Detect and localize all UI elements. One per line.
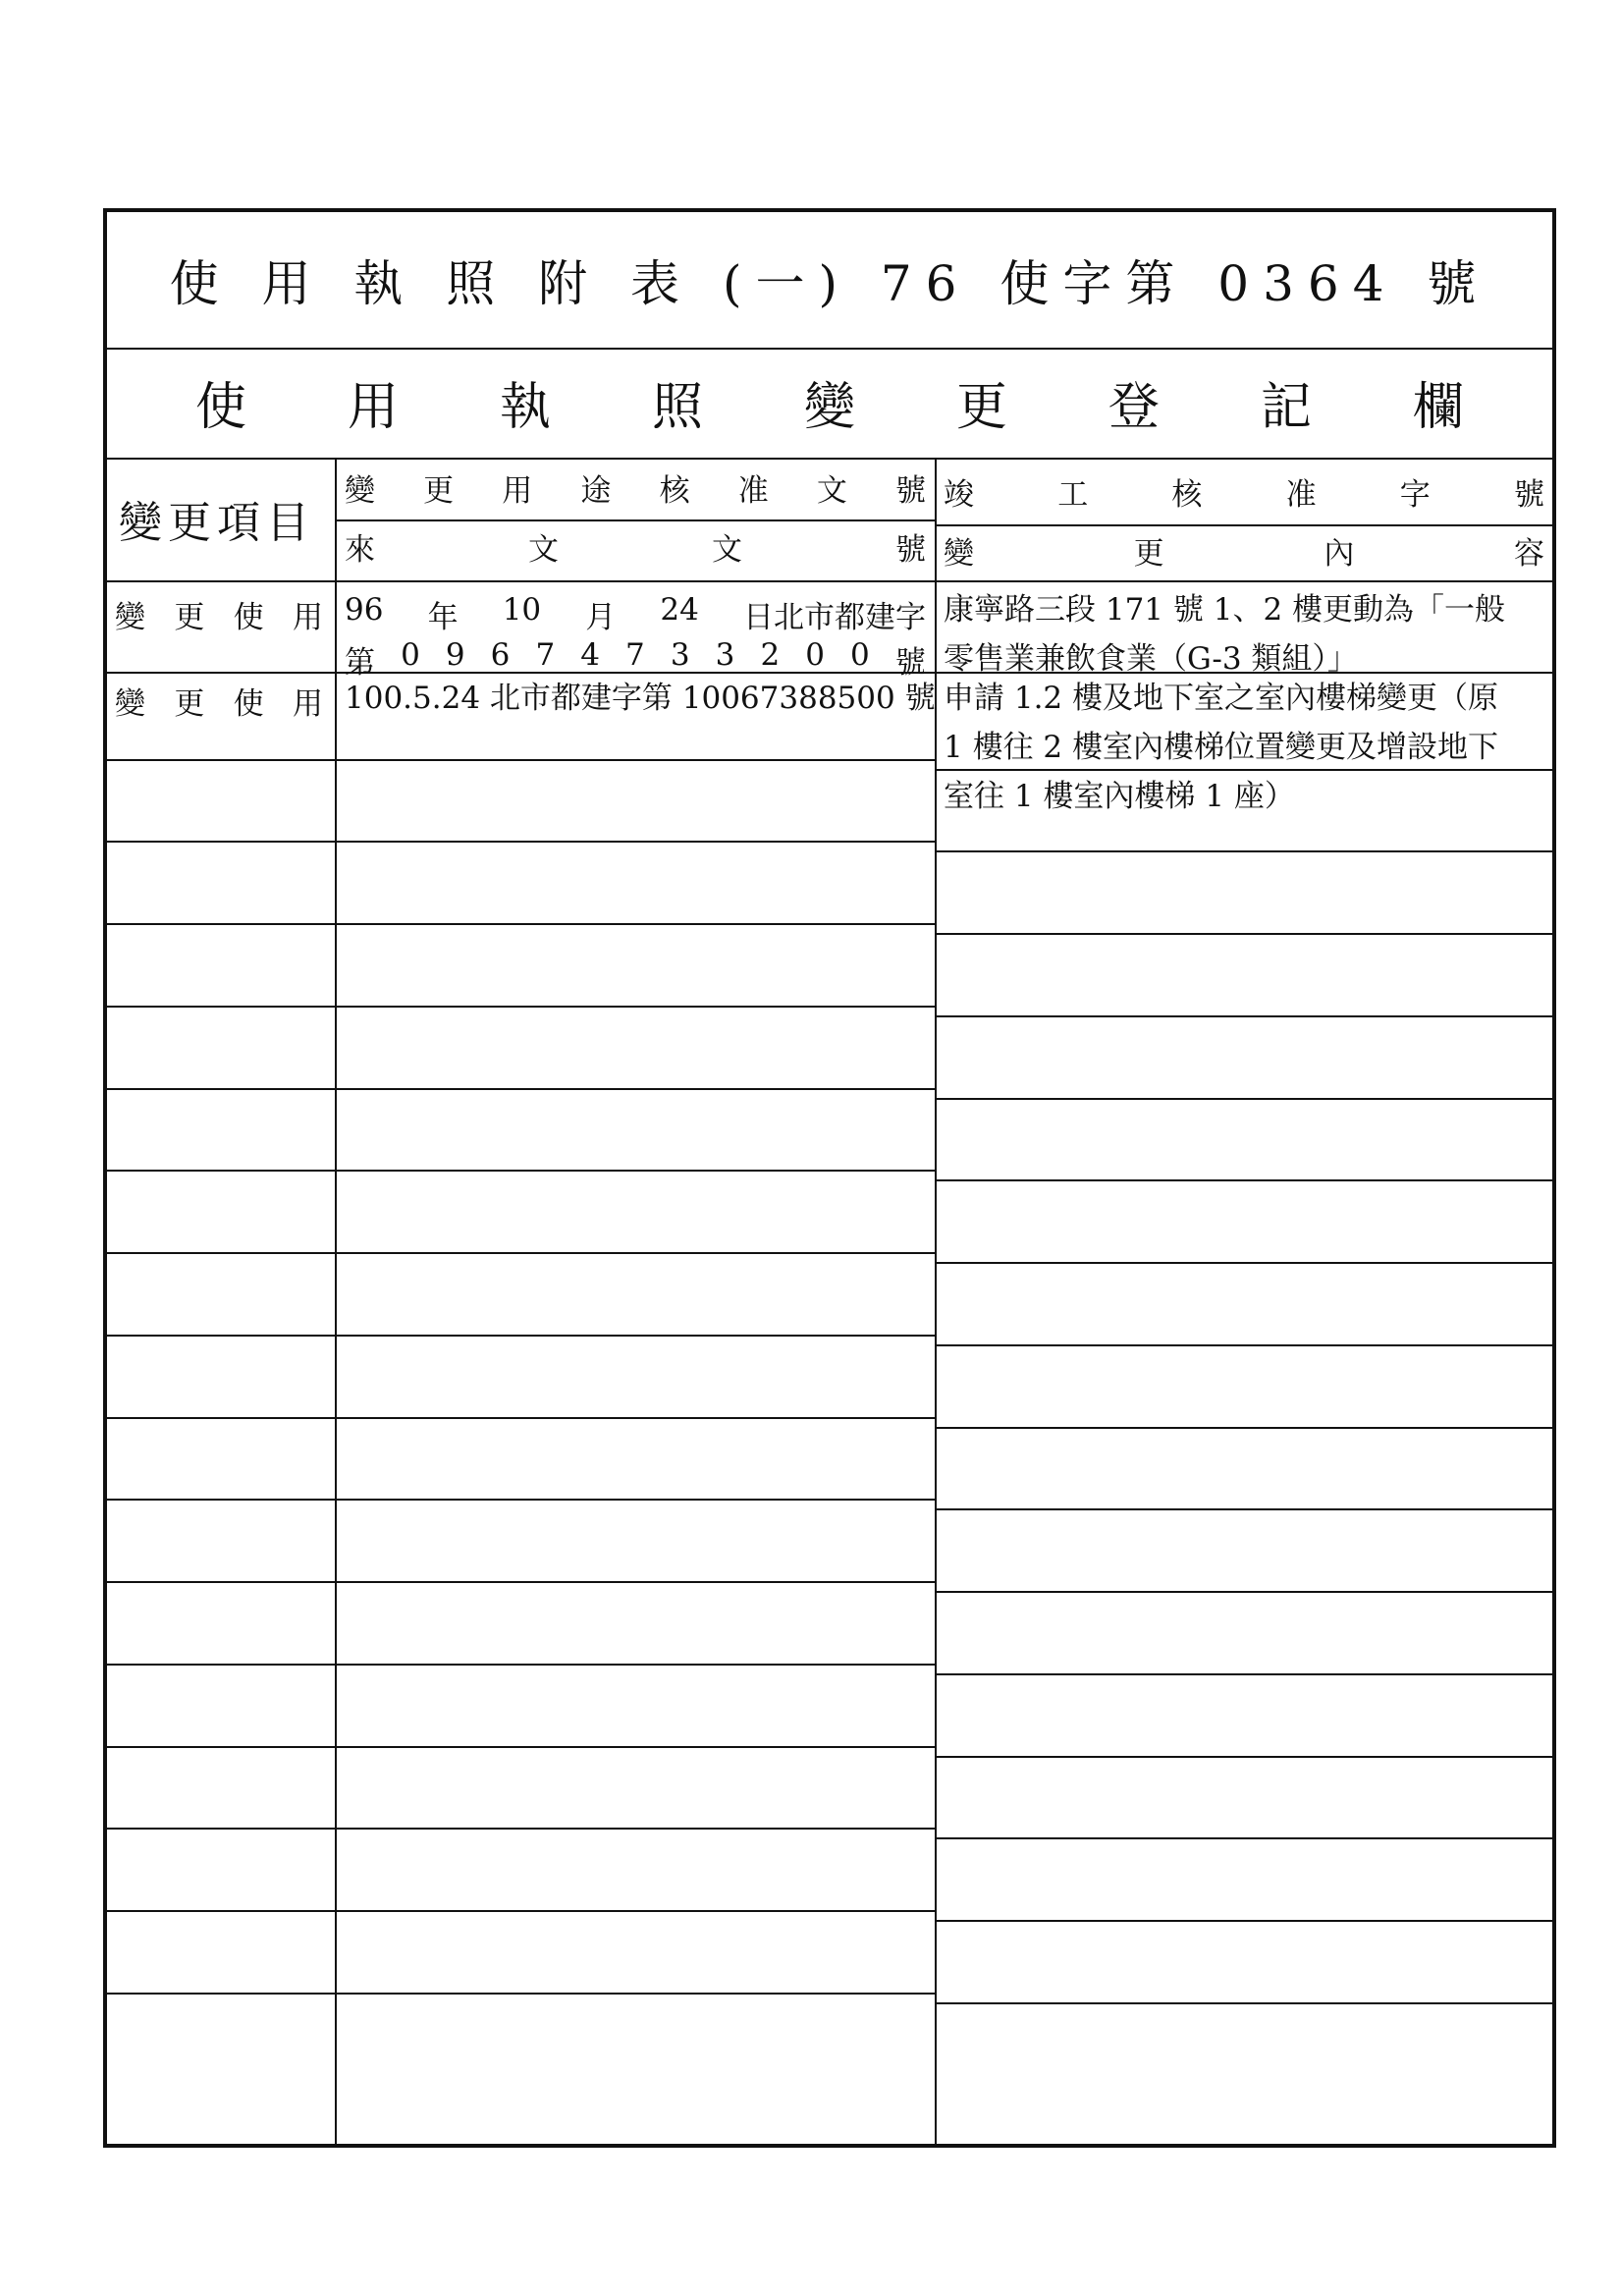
row-2-doc xyxy=(345,674,934,723)
row-2-content-line-3: 室往 1 樓室內樓梯 1 座） xyxy=(944,779,1295,814)
empty-row-line-right xyxy=(935,1508,1556,1510)
row-2-doc-line-1: 100.5.24 北市都建字第 10067388500 號 xyxy=(345,681,936,716)
item-col-label: 變更項目 xyxy=(119,498,315,548)
completion-header-char: 竣 xyxy=(944,477,974,513)
empty-row-line-left xyxy=(107,1499,935,1501)
row-1-item-char: 變 xyxy=(115,600,145,635)
completion-header-char: 准 xyxy=(1285,477,1317,513)
row-2-item-char: 變 xyxy=(115,686,145,722)
header-incoming-doc xyxy=(345,524,926,574)
empty-row-line-left xyxy=(107,1664,935,1666)
row-1-item xyxy=(115,592,323,637)
empty-row-line-left xyxy=(107,923,935,925)
header-bottom-line xyxy=(107,580,1552,582)
header-mid-line-right xyxy=(935,524,1556,526)
row-2-content-line-2: 1 樓往 2 樓室內樓梯位置變更及增設地下 xyxy=(944,730,1499,765)
empty-row-line-left xyxy=(107,1746,935,1748)
row-1-doc-line-2-char: 0 xyxy=(401,637,420,673)
empty-row-line-left xyxy=(107,759,935,761)
row-1-item-char: 使 xyxy=(233,600,264,635)
change-content-header-char: 更 xyxy=(1133,536,1164,572)
section-title-char: 用 xyxy=(347,378,399,437)
empty-row-line-right xyxy=(935,1837,1556,1839)
header-change-content xyxy=(944,528,1544,577)
row-2-item-char: 用 xyxy=(292,686,323,722)
section-title-char: 更 xyxy=(955,378,1007,437)
row-1-doc-line-2-char: 7 xyxy=(535,637,556,673)
section-title-char: 執 xyxy=(499,378,551,437)
incoming-doc-header-char: 文 xyxy=(712,532,742,568)
incoming-doc-header-char: 來 xyxy=(345,532,375,568)
row-1-doc-line-2-char: 6 xyxy=(490,637,511,673)
row-1-content-line-2: 零售業兼飲食業（G-3 類組）」 xyxy=(944,641,1358,677)
row-1-doc-line-2-char: 0 xyxy=(850,637,870,673)
empty-row-line-left xyxy=(107,1828,935,1830)
empty-row-line-right xyxy=(935,1427,1556,1429)
row-1-doc-line-2-char: 4 xyxy=(580,637,600,673)
section-title-char: 變 xyxy=(803,378,855,437)
row-1-content-line-1: 康寧路三段 171 號 1、2 樓更動為「一般 xyxy=(944,592,1506,628)
empty-row-line-left xyxy=(107,1993,935,1995)
approval-doc-header-char: 准 xyxy=(737,473,769,509)
empty-row-line-right xyxy=(935,1015,1556,1017)
empty-row-line-left xyxy=(107,1581,935,1583)
empty-row-line-right xyxy=(935,1673,1556,1675)
section-title-char: 記 xyxy=(1260,378,1312,437)
row-1-doc-line-2-char: 7 xyxy=(625,637,645,673)
empty-row-line-right xyxy=(935,1179,1556,1181)
empty-row-line-left xyxy=(107,1252,935,1254)
section-title-char: 欄 xyxy=(1412,378,1464,437)
empty-row-line-right xyxy=(935,769,1556,771)
empty-row-line-right xyxy=(935,1098,1556,1100)
row-1-doc-line-2-char: 3 xyxy=(715,637,735,673)
empty-row-line-right xyxy=(935,933,1556,935)
change-content-header-char: 容 xyxy=(1513,536,1544,572)
row-1-doc-line-1-char: 10 xyxy=(502,592,542,628)
empty-row-line-right xyxy=(935,1591,1556,1593)
approval-doc-header-char: 用 xyxy=(502,473,533,509)
completion-header-char: 工 xyxy=(1057,477,1089,513)
document-title-row xyxy=(107,212,1552,350)
empty-row-line-right xyxy=(935,1344,1556,1346)
completion-header-char: 字 xyxy=(1399,477,1431,513)
empty-row-line-left xyxy=(107,1910,935,1912)
row-1-item-char: 用 xyxy=(292,600,323,635)
section-title-char: 照 xyxy=(651,378,703,437)
empty-row-line-left xyxy=(107,841,935,843)
row-2-item-char: 更 xyxy=(174,686,205,722)
header-mid-line-left xyxy=(335,519,935,521)
row-2-item-char: 使 xyxy=(233,686,264,722)
row-1-doc-line-2-char: 9 xyxy=(445,637,465,673)
approval-doc-header-char: 核 xyxy=(659,473,690,509)
approval-doc-header-char: 文 xyxy=(816,473,847,509)
row-1-doc-line-2-char: 第 xyxy=(345,645,375,681)
empty-row-line-left xyxy=(107,1006,935,1008)
row-1-bottom-line xyxy=(107,672,1552,674)
row-2-item xyxy=(115,679,323,724)
approval-doc-header-char: 號 xyxy=(894,473,926,509)
section-title xyxy=(195,365,1464,439)
section-title-char: 使 xyxy=(195,378,247,437)
col-divider-1 xyxy=(335,460,337,2144)
row-1-content xyxy=(944,585,1544,683)
row-1-doc-line-2-char: 號 xyxy=(894,645,926,681)
incoming-doc-header-char: 號 xyxy=(895,532,926,568)
row-1-doc-line-1-char: 96 xyxy=(345,592,384,628)
empty-row-line-left xyxy=(107,1417,935,1419)
empty-row-line-right xyxy=(935,2002,1556,2004)
row-1-doc-line-1-char: 24 xyxy=(660,592,699,628)
empty-row-line-left xyxy=(107,1335,935,1337)
approval-doc-header-char: 途 xyxy=(580,473,612,509)
empty-row-line-right xyxy=(935,1262,1556,1264)
empty-row-line-left xyxy=(107,1088,935,1090)
change-content-header-char: 變 xyxy=(944,536,974,572)
header-item-col xyxy=(107,460,335,574)
empty-row-line-left xyxy=(107,1170,935,1172)
section-title-row xyxy=(107,348,1552,460)
header-approval-doc xyxy=(345,465,926,515)
row-2-content xyxy=(944,674,1544,821)
completion-header-char: 核 xyxy=(1171,477,1203,513)
row-1-doc-line-2-char: 2 xyxy=(760,637,781,673)
row-1-doc-line-1-char: 年 xyxy=(427,600,459,635)
row-1-doc-line-1-char: 月 xyxy=(585,600,617,635)
approval-doc-header-char: 更 xyxy=(423,473,455,509)
row-1-doc-line-1 xyxy=(345,592,926,637)
row-1-doc-line-2-char: 3 xyxy=(670,637,690,673)
license-table xyxy=(103,208,1556,2148)
row-1-item-char: 更 xyxy=(174,600,205,635)
section-title-char: 登 xyxy=(1108,378,1160,437)
row-2-content-line-1: 申請 1.2 樓及地下室之室內樓梯變更（原 xyxy=(944,681,1499,716)
approval-doc-header-char: 變 xyxy=(345,473,375,509)
row-1-doc-line-2-char: 0 xyxy=(805,637,825,673)
col-divider-2 xyxy=(935,460,937,2144)
completion-header-char: 號 xyxy=(1513,477,1544,513)
document-title: 使 用 執 照 附 表 (一) 76 使字第 0364 號 xyxy=(169,255,1490,312)
empty-row-line-right xyxy=(935,850,1556,852)
incoming-doc-header-char: 文 xyxy=(528,532,559,568)
empty-row-line-right xyxy=(935,1920,1556,1922)
change-content-header-char: 內 xyxy=(1324,536,1355,572)
empty-row-line-right xyxy=(935,1756,1556,1758)
row-1-doc-line-1-char: 日北市都建字 xyxy=(742,600,926,635)
header-completion xyxy=(944,469,1544,519)
